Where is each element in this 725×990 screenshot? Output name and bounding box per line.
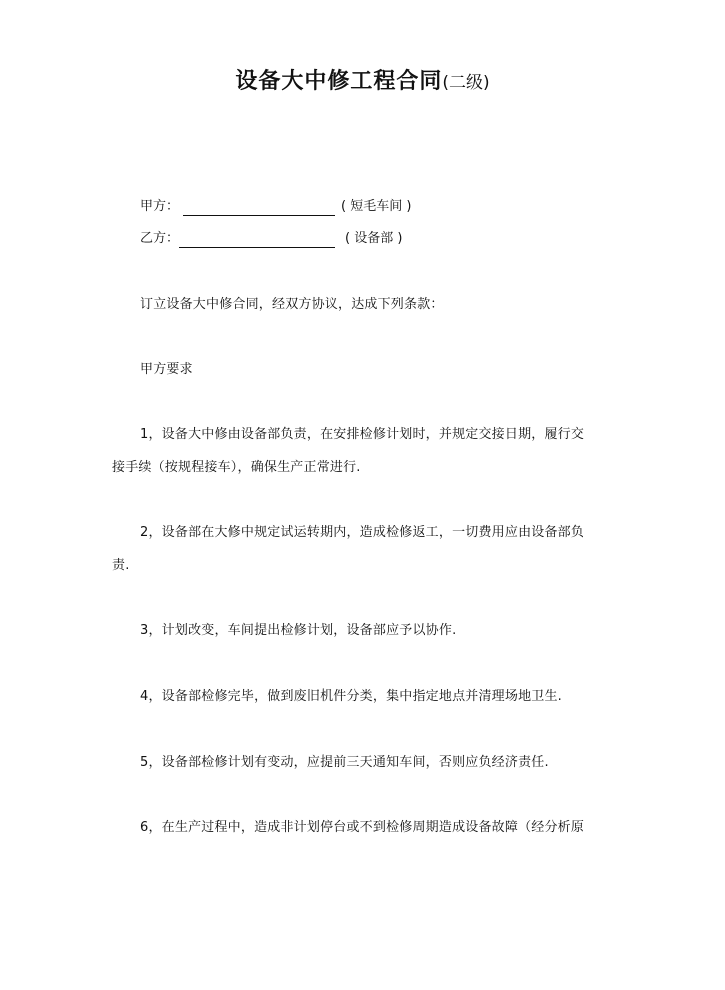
clause-3-line-1: 3，计划改变，车间提出检修计划，设备部应予以协作. xyxy=(140,623,457,638)
party-b-label: 乙方： xyxy=(140,231,180,246)
party-a-blank xyxy=(183,201,335,216)
party-b-blank xyxy=(179,233,335,248)
document-title xyxy=(0,64,725,95)
intro-paragraph: 订立设备大中修合同，经双方协议，达成下列条款： xyxy=(140,297,444,312)
party-a-value: ( 短毛车间 ) xyxy=(341,199,412,214)
party-a-line xyxy=(140,198,411,216)
party-b-line xyxy=(140,230,402,248)
clause-2-line-2: 责. xyxy=(112,558,130,573)
section-heading: 甲方要求 xyxy=(140,362,193,377)
clause-5-line-1: 5，设备部检修计划有变动，应提前三天通知车间，否则应负经济责任. xyxy=(140,755,549,770)
clause-2-line-1: 2，设备部在大修中规定试运转期内，造成检修返工，一切费用应由设备部负 xyxy=(140,525,585,540)
title-main: 设备大中修工程合同 xyxy=(235,69,443,94)
party-b-value: ( 设备部 ) xyxy=(345,231,403,246)
clause-4-line-1: 4，设备部检修完毕，做到废旧机件分类，集中指定地点并清理场地卫生. xyxy=(140,689,563,704)
party-a-label: 甲方： xyxy=(140,199,180,214)
clause-6-line-1: 6，在生产过程中，造成非计划停台或不到检修周期造成设备故障（经分析原 xyxy=(140,820,585,835)
clause-1-line-1: 1，设备大中修由设备部负责，在安排检修计划时，并规定交接日期，履行交 xyxy=(140,427,585,442)
clause-1-line-2: 接手续（按规程接车），确保生产正常进行. xyxy=(112,460,361,475)
title-suffix: (二级) xyxy=(442,73,490,93)
